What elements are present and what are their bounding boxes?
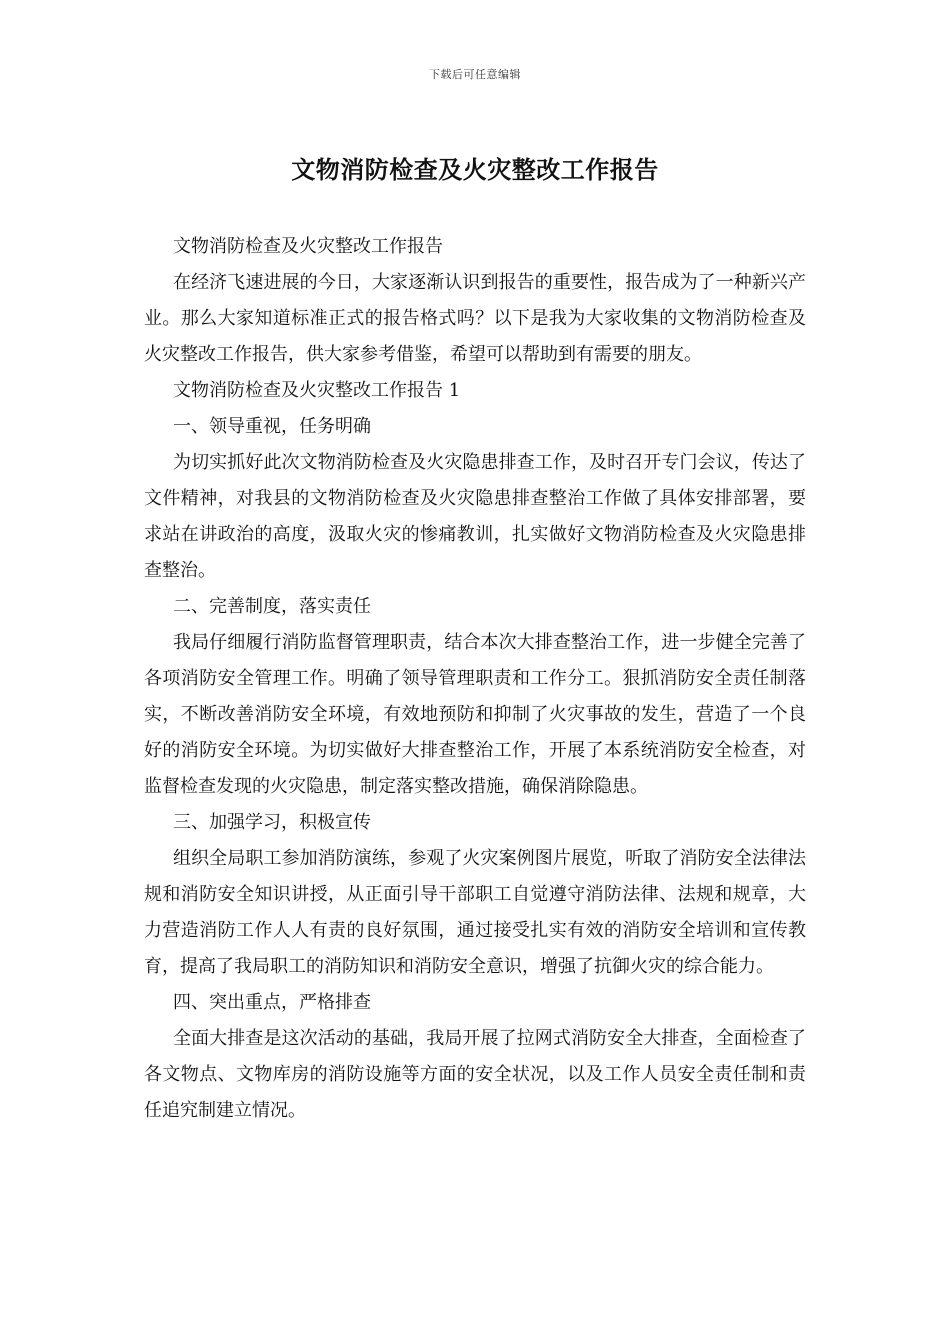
paragraph-intro: 在经济飞速进展的今日，大家逐渐认识到报告的重要性，报告成为了一种新兴产业。那么大家知道标准正式的报告格式吗？以下是我为大家收集的文物消防检查及火灾整改工作报告，供大家参考借鉴，希望可以帮助到有需要的朋友。 [144, 272, 806, 365]
paragraph-section-2: 我局仔细履行消防监督管理职责，结合本次大排查整治工作，进一步健全完善了各项消防安全管理工作。明确了领导管理职责和工作分工。狠抓消防安全责任制落实，不断改善消防安全环境，有效地预防和抑制了火灾事故的发生，营造了一个良好的消防安全环境。为切实做好大排查整治工作，开展了本系统消防安全检查，对监督检查发现的火灾隐患，制定落实整改措施，确保消除隐患。 [144, 632, 806, 797]
paragraph-subtitle: 文物消防检查及火灾整改工作报告 [173, 236, 443, 257]
paragraph-report-heading: 文物消防检查及火灾整改工作报告 1 [173, 380, 461, 401]
section-heading-2: 二、完善制度，落实责任 [173, 596, 371, 617]
paragraph-section-1: 为切实抓好此次文物消防检查及火灾隐患排查工作，及时召开专门会议，传达了文件精神，对我县的文物消防检查及火灾隐患排查整治工作做了具体安排部署，要求站在讲政治的高度，汲取火灾的惨痛教训，扎实做好文物消防检查及火灾隐患排查整治。 [144, 452, 806, 581]
paragraph-section-4: 全面大排查是这次活动的基础，我局开展了拉网式消防安全大排查，全面检查了各文物点、文物库房的消防设施等方面的安全状况，以及工作人员安全责任制和责任追究制建立情况。 [144, 1028, 806, 1121]
paragraph-section-3: 组织全局职工参加消防演练，参观了火灾案例图片展览，听取了消防安全法律法规和消防安全知识讲授，从正面引导干部职工自觉遵守消防法律、法规和规章，大力营造消防工作人人有责的良好氛围，通过接受扎实有效的消防安全培训和宣传教育，提高了我局职工的消防知识和消防安全意识，增强了抗御火灾的综合能力。 [144, 848, 806, 977]
section-heading-3: 三、加强学习，积极宣传 [173, 812, 371, 833]
section-heading-1: 一、领导重视，任务明确 [173, 416, 371, 437]
header-note: 下载后可任意编辑 [429, 68, 521, 81]
document-title: 文物消防检查及火灾整改工作报告 [291, 155, 659, 184]
section-heading-4: 四、突出重点，严格排查 [173, 992, 371, 1013]
document-body [144, 229, 806, 1129]
